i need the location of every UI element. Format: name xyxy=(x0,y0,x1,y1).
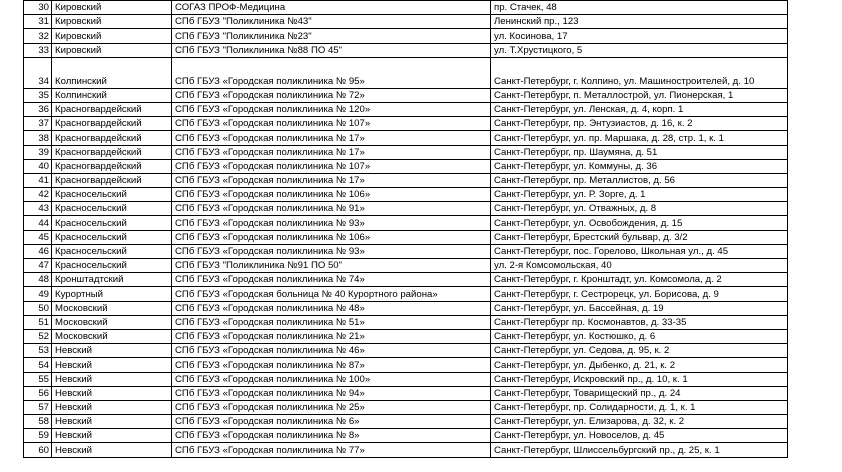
row-number: 30 xyxy=(24,1,52,15)
address-cell: Санкт-Петербург, ул. Коммуны, д. 36 xyxy=(491,159,788,173)
address-cell: Санкт-Петербург, ул. Бассейная, д. 19 xyxy=(491,301,788,315)
row-number: 58 xyxy=(24,415,52,429)
row-number: 49 xyxy=(24,287,52,301)
table-row xyxy=(24,88,788,102)
table-row xyxy=(24,230,788,244)
row-number: 33 xyxy=(24,43,52,57)
table-row xyxy=(24,386,788,400)
address-cell: Санкт-Петербург, пр. Солидарности, д. 1, к. 1 xyxy=(491,400,788,414)
address-cell: ул. Косинова, 17 xyxy=(491,29,788,43)
table-row xyxy=(24,216,788,230)
table-row xyxy=(24,329,788,343)
district-cell: Красносельский xyxy=(52,216,172,230)
district-cell: Красносельский xyxy=(52,188,172,202)
organization-cell: СПб ГБУЗ «Городская поликлиника № 93» xyxy=(172,216,491,230)
address-cell: Санкт-Петербург, ул. Ленская, д. 4, корп. 1 xyxy=(491,102,788,116)
table-row xyxy=(24,117,788,131)
organization-cell: СПб ГБУЗ «Городская поликлиника № 94» xyxy=(172,386,491,400)
district-cell: Невский xyxy=(52,386,172,400)
table-row xyxy=(24,344,788,358)
organization-cell: СПб ГБУЗ «Городская поликлиника № 91» xyxy=(172,202,491,216)
table-row xyxy=(24,43,788,57)
organization-cell: СПб ГБУЗ «Городская больница № 40 Курортного района» xyxy=(172,287,491,301)
table-row xyxy=(24,443,788,457)
row-number: 55 xyxy=(24,372,52,386)
address-cell: Санкт-Петербург, пр. Металлистов, д. 56 xyxy=(491,173,788,187)
district-cell: Московский xyxy=(52,315,172,329)
district-cell: Красногвардейский xyxy=(52,117,172,131)
district-cell: Кировский xyxy=(52,1,172,15)
table-row xyxy=(24,301,788,315)
organization-cell: СПб ГБУЗ "Поликлиника №43" xyxy=(172,15,491,29)
address-cell: Санкт-Петербург, г. Колпино, ул. Машиностроителей, д. 10 xyxy=(491,57,788,88)
district-cell: Невский xyxy=(52,372,172,386)
organization-cell: СПб ГБУЗ «Городская поликлиника № 72» xyxy=(172,88,491,102)
row-number: 39 xyxy=(24,145,52,159)
address-cell: Санкт-Петербург, ул. Елизарова, д. 32, к. 2 xyxy=(491,415,788,429)
district-cell: Курортный xyxy=(52,287,172,301)
district-cell: Красносельский xyxy=(52,244,172,258)
district-cell: Кировский xyxy=(52,15,172,29)
table-body xyxy=(24,1,788,458)
organization-cell: СПб ГБУЗ «Городская поликлиника № 8» xyxy=(172,429,491,443)
organization-cell: СПб ГБУЗ «Городская поликлиника № 25» xyxy=(172,400,491,414)
address-cell: Санкт-Петербург, пр. Шаумяна, д. 51 xyxy=(491,145,788,159)
table-row xyxy=(24,259,788,273)
row-number: 41 xyxy=(24,173,52,187)
district-cell: Московский xyxy=(52,329,172,343)
organization-cell: СПб ГБУЗ «Городская поликлиника № 21» xyxy=(172,329,491,343)
row-number: 60 xyxy=(24,443,52,457)
organization-cell: СПб ГБУЗ «Городская поликлиника № 87» xyxy=(172,358,491,372)
table-row xyxy=(24,358,788,372)
organization-cell: СПб ГБУЗ «Городская поликлиника № 51» xyxy=(172,315,491,329)
row-number: 37 xyxy=(24,117,52,131)
address-cell: Санкт-Петербург, пр. Энтузиастов, д. 16, к. 2 xyxy=(491,117,788,131)
district-cell: Невский xyxy=(52,400,172,414)
organization-cell: СПб ГБУЗ «Городская поликлиника № 93» xyxy=(172,244,491,258)
table-row xyxy=(24,173,788,187)
address-cell: Санкт-Петербург, п. Металлострой, ул. Пионерская, 1 xyxy=(491,88,788,102)
table-row xyxy=(24,287,788,301)
address-cell: Санкт-Петербург, ул. пр. Маршака, д. 28, стр. 1, к. 1 xyxy=(491,131,788,145)
district-cell: Кронштадтский xyxy=(52,273,172,287)
address-cell: Санкт-Петербург, ул. Новоселов, д. 45 xyxy=(491,429,788,443)
row-number: 51 xyxy=(24,315,52,329)
organization-cell: СПб ГБУЗ "Поликлиника №23" xyxy=(172,29,491,43)
district-cell: Колпинский xyxy=(52,57,172,88)
row-number: 44 xyxy=(24,216,52,230)
row-number: 59 xyxy=(24,429,52,443)
table-row xyxy=(24,131,788,145)
table-row xyxy=(24,400,788,414)
address-cell: Санкт-Петербург, ул. Освобождения, д. 15 xyxy=(491,216,788,230)
row-number: 52 xyxy=(24,329,52,343)
row-number: 31 xyxy=(24,15,52,29)
row-number: 57 xyxy=(24,400,52,414)
address-cell: Санкт-Петербург, ул. Седова, д. 95, к. 2 xyxy=(491,344,788,358)
district-cell: Невский xyxy=(52,344,172,358)
organization-cell: СПб ГБУЗ «Городская поликлиника № 106» xyxy=(172,188,491,202)
organization-cell: СПб ГБУЗ «Городская поликлиника № 17» xyxy=(172,131,491,145)
row-number: 36 xyxy=(24,102,52,116)
address-cell: Санкт-Петербург, Шлиссельбургский пр., д. 25, к. 1 xyxy=(491,443,788,457)
organization-cell: СПб ГБУЗ «Городская поликлиника № 46» xyxy=(172,344,491,358)
organization-cell: СПб ГБУЗ «Городская поликлиника № 106» xyxy=(172,230,491,244)
address-cell: Санкт-Петербург, Брестский бульвар, д. 3/2 xyxy=(491,230,788,244)
table-row xyxy=(24,188,788,202)
organization-cell: СПб ГБУЗ «Городская поликлиника № 48» xyxy=(172,301,491,315)
row-number: 38 xyxy=(24,131,52,145)
organization-cell: СПб ГБУЗ "Поликлиника №91 ПО 50" xyxy=(172,259,491,273)
district-cell: Невский xyxy=(52,443,172,457)
row-number: 46 xyxy=(24,244,52,258)
clinics-table xyxy=(23,0,788,458)
organization-cell: СОГАЗ ПРОФ-Медицина xyxy=(172,1,491,15)
table-row xyxy=(24,202,788,216)
organization-cell: СПб ГБУЗ «Городская поликлиника № 77» xyxy=(172,443,491,457)
organization-cell: СПб ГБУЗ «Городская поликлиника № 6» xyxy=(172,415,491,429)
organization-cell: СПб ГБУЗ «Городская поликлиника № 17» xyxy=(172,145,491,159)
district-cell: Красногвардейский xyxy=(52,102,172,116)
organization-cell: СПб ГБУЗ «Городская поликлиника № 95» xyxy=(172,57,491,88)
table-row xyxy=(24,429,788,443)
table-row xyxy=(24,145,788,159)
table-row xyxy=(24,102,788,116)
table-row xyxy=(24,1,788,15)
address-cell: Санкт-Петербург, ул. Костюшко, д. 6 xyxy=(491,329,788,343)
district-cell: Невский xyxy=(52,358,172,372)
table-row xyxy=(24,244,788,258)
district-cell: Красносельский xyxy=(52,230,172,244)
address-cell: Санкт-Петербург, г. Сестрорецк, ул. Борисова, д. 9 xyxy=(491,287,788,301)
row-number: 32 xyxy=(24,29,52,43)
row-number: 42 xyxy=(24,188,52,202)
district-cell: Кировский xyxy=(52,29,172,43)
row-number: 45 xyxy=(24,230,52,244)
address-cell: Санкт-Петербург, ул. Дыбенко, д. 21, к. 2 xyxy=(491,358,788,372)
district-cell: Красносельский xyxy=(52,202,172,216)
row-number: 56 xyxy=(24,386,52,400)
address-cell: Санкт-Петербург, Товарищеский пр., д. 24 xyxy=(491,386,788,400)
address-cell: Санкт-Петербург, Искровский пр., д. 10, к. 1 xyxy=(491,372,788,386)
row-number: 54 xyxy=(24,358,52,372)
district-cell: Красногвардейский xyxy=(52,173,172,187)
table-row xyxy=(24,159,788,173)
row-number: 35 xyxy=(24,88,52,102)
table-row xyxy=(24,415,788,429)
district-cell: Колпинский xyxy=(52,88,172,102)
table-row xyxy=(24,29,788,43)
row-number: 40 xyxy=(24,159,52,173)
organization-cell: СПб ГБУЗ «Городская поликлиника № 107» xyxy=(172,117,491,131)
district-cell: Московский xyxy=(52,301,172,315)
organization-cell: СПб ГБУЗ «Городская поликлиника № 100» xyxy=(172,372,491,386)
address-cell: ул. Т.Хрустицкого, 5 xyxy=(491,43,788,57)
district-cell: Кировский xyxy=(52,43,172,57)
organization-cell: СПб ГБУЗ «Городская поликлиника № 17» xyxy=(172,173,491,187)
organization-cell: СПб ГБУЗ "Поликлиника №88 ПО 45" xyxy=(172,43,491,57)
address-cell: пр. Стачек, 48 xyxy=(491,1,788,15)
row-number: 48 xyxy=(24,273,52,287)
address-cell: ул. 2-я Комсомольская, 40 xyxy=(491,259,788,273)
address-cell: Санкт-Петербург пр. Космонавтов, д. 33-35 xyxy=(491,315,788,329)
table-row xyxy=(24,372,788,386)
organization-cell: СПб ГБУЗ «Городская поликлиника № 74» xyxy=(172,273,491,287)
row-number: 53 xyxy=(24,344,52,358)
address-cell: Санкт-Петербург, ул. Р. Зорге, д. 1 xyxy=(491,188,788,202)
table-row xyxy=(24,315,788,329)
district-cell: Красногвардейский xyxy=(52,131,172,145)
row-number: 43 xyxy=(24,202,52,216)
district-cell: Невский xyxy=(52,429,172,443)
address-cell: Санкт-Петербург, пос. Горелово, Школьная ул., д. 45 xyxy=(491,244,788,258)
organization-cell: СПб ГБУЗ «Городская поликлиника № 120» xyxy=(172,102,491,116)
district-cell: Красногвардейский xyxy=(52,159,172,173)
address-cell: Санкт-Петербург, г. Кронштадт, ул. Комсомола, д. 2 xyxy=(491,273,788,287)
address-cell: Ленинский пр., 123 xyxy=(491,15,788,29)
table-row xyxy=(24,273,788,287)
organization-cell: СПб ГБУЗ «Городская поликлиника № 107» xyxy=(172,159,491,173)
table-row xyxy=(24,15,788,29)
district-cell: Красносельский xyxy=(52,259,172,273)
address-cell: Санкт-Петербург, ул. Отважных, д. 8 xyxy=(491,202,788,216)
table-row xyxy=(24,57,788,88)
row-number: 50 xyxy=(24,301,52,315)
district-cell: Невский xyxy=(52,415,172,429)
row-number: 47 xyxy=(24,259,52,273)
row-number: 34 xyxy=(24,57,52,88)
district-cell: Красногвардейский xyxy=(52,145,172,159)
